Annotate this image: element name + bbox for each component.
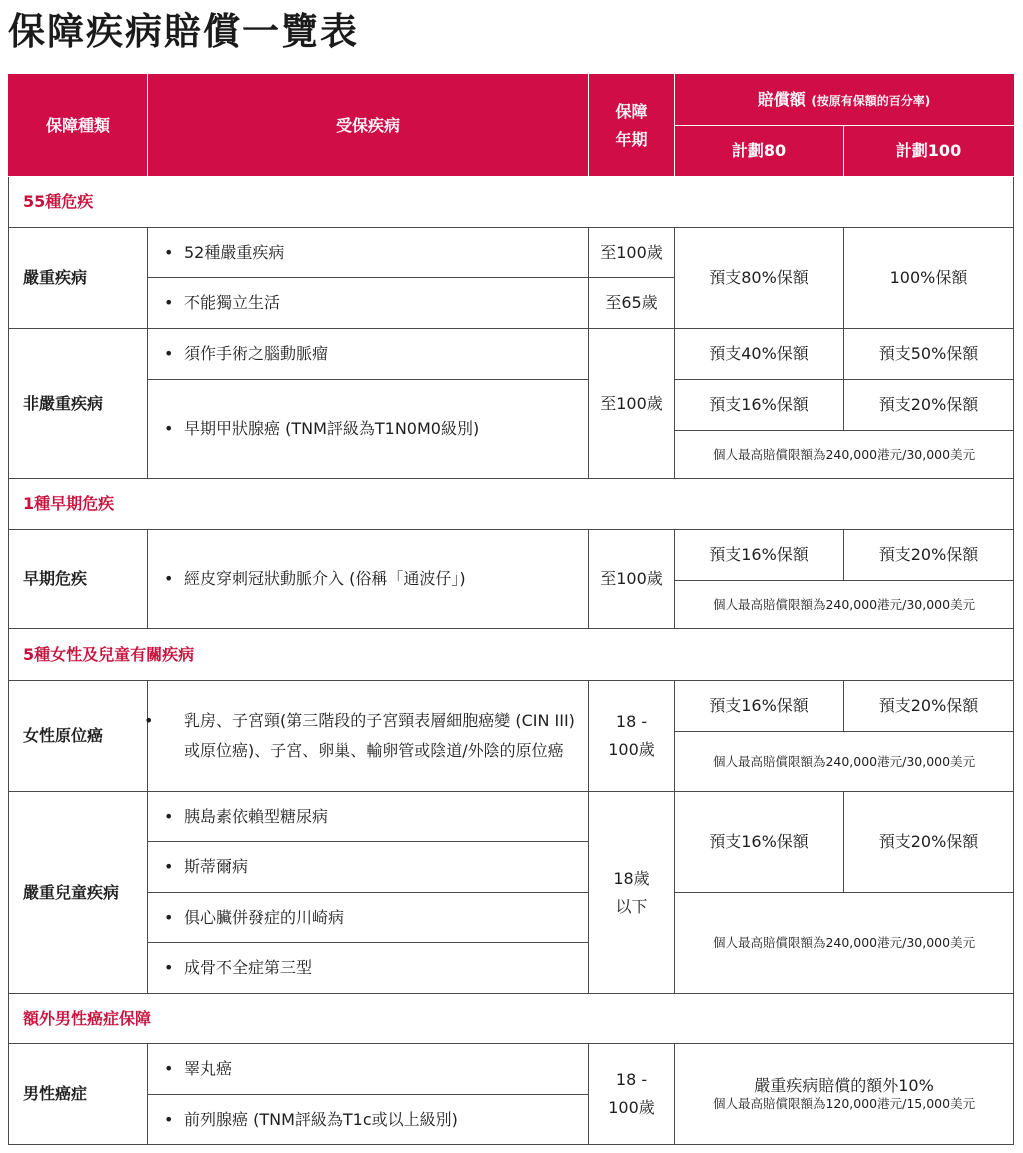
disease-item: • 斯蒂爾病 bbox=[148, 842, 589, 893]
header-compensation-label: 賠償額 bbox=[757, 89, 806, 109]
section-male: 額外男性癌症保障 bbox=[9, 994, 1014, 1044]
term-age: 18歲 以下 bbox=[589, 792, 675, 994]
section-critical: 55種危疾 bbox=[9, 177, 1014, 228]
category-child: 嚴重兒童疾病 bbox=[9, 792, 148, 994]
disease-item: • 乳房、子宮頸(第三階段的子宮頸表層細胞癌變 (CIN III)或原位癌)、子宮、卵巢、輸卵管或陰道/外陰的原位癌 bbox=[148, 681, 589, 792]
plan80-amount: 預支16%保額 bbox=[675, 681, 844, 732]
header-term-line2: 年期 bbox=[615, 129, 648, 149]
limit-note: 個人最高賠償限額為240,000港元/30,000美元 bbox=[675, 732, 1014, 792]
plan80-amount: 預支16%保額 bbox=[675, 530, 844, 581]
plan100-amount: 預支20%保額 bbox=[844, 681, 1014, 732]
plan80-amount: 預支16%保額 bbox=[675, 792, 844, 893]
term-age: 至65歲 bbox=[589, 278, 675, 329]
term-age: 至100歲 bbox=[589, 228, 675, 278]
category-early: 早期危疾 bbox=[9, 530, 148, 629]
header-compensation bbox=[675, 75, 1014, 126]
header-category: 保障種類 bbox=[9, 75, 148, 177]
disease-item: • 不能獨立生活 bbox=[148, 278, 589, 329]
header-term-line1: 保障 bbox=[615, 101, 648, 121]
term-age: 18 - 100歲 bbox=[589, 681, 675, 792]
header-plan80: 計劃80 bbox=[675, 126, 844, 177]
plan100-amount: 預支20%保額 bbox=[844, 530, 1014, 581]
extra-benefit-text: 嚴重疾病賠償的額外10% bbox=[754, 1076, 934, 1095]
category-non-severe: 非嚴重疾病 bbox=[9, 329, 148, 479]
disease-item: • 經皮穿刺冠狀動脈介入 (俗稱「通波仔」) bbox=[148, 530, 589, 629]
limit-note: 個人最高賠償限額為120,000港元/15,000美元 bbox=[712, 1096, 976, 1111]
category-male: 男性癌症 bbox=[9, 1044, 148, 1145]
disease-item: • 成骨不全症第三型 bbox=[148, 943, 589, 994]
disease-item: • 睪丸癌 bbox=[148, 1044, 589, 1095]
limit-note: 個人最高賠償限額為240,000港元/30,000美元 bbox=[675, 431, 1014, 479]
plan80-amount: 預支40%保額 bbox=[675, 329, 844, 380]
category-severe: 嚴重疾病 bbox=[9, 228, 148, 329]
section-women-children: 5種女性及兒童有關疾病 bbox=[9, 629, 1014, 681]
disease-item: • 胰島素依賴型糖尿病 bbox=[148, 792, 589, 842]
plan100-amount: 預支50%保額 bbox=[844, 329, 1014, 380]
category-female: 女性原位癌 bbox=[9, 681, 148, 792]
plan100-amount: 預支20%保額 bbox=[844, 792, 1014, 893]
disease-item: • 俱心臟併發症的川崎病 bbox=[148, 893, 589, 943]
plan80-amount: 預支80%保額 bbox=[675, 228, 844, 329]
disease-item: • 前列腺癌 (TNM評級為T1c或以上級別) bbox=[148, 1095, 589, 1145]
term-age: 至100歲 bbox=[589, 530, 675, 629]
disease-item: • 52種嚴重疾病 bbox=[148, 228, 589, 278]
limit-note: 個人最高賠償限額為240,000港元/30,000美元 bbox=[675, 893, 1014, 994]
disease-item: • 須作手術之腦動脈瘤 bbox=[148, 329, 589, 380]
plan100-amount: 100%保額 bbox=[844, 228, 1014, 329]
page-title: 保障疾病賠償一覽表 bbox=[8, 10, 359, 53]
header-disease: 受保疾病 bbox=[148, 75, 589, 177]
coverage-table bbox=[8, 74, 1014, 1145]
limit-note: 個人最高賠償限額為240,000港元/30,000美元 bbox=[675, 581, 1014, 629]
header-term bbox=[589, 75, 675, 177]
disease-item: • 早期甲狀腺癌 (TNM評級為T1N0M0級別) bbox=[148, 380, 589, 479]
section-early: 1種早期危疾 bbox=[9, 479, 1014, 530]
header-compensation-note: (按原有保額的百分率) bbox=[811, 93, 931, 108]
term-age: 至100歲 bbox=[589, 329, 675, 479]
male-extra-benefit bbox=[675, 1044, 1014, 1145]
plan100-amount: 預支20%保額 bbox=[844, 380, 1014, 431]
plan80-amount: 預支16%保額 bbox=[675, 380, 844, 431]
header-plan100: 計劃100 bbox=[844, 126, 1014, 177]
term-age: 18 - 100歲 bbox=[589, 1044, 675, 1145]
